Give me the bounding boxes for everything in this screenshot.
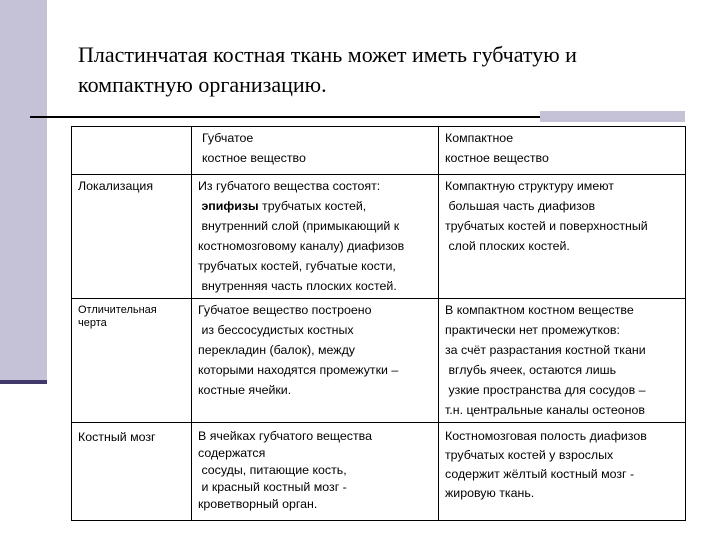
row-label-line: черта <box>78 317 107 329</box>
table-row-localization <box>72 175 686 299</box>
row-label-localization: Локализация <box>72 175 192 299</box>
left-decor-bar-accent <box>0 380 47 384</box>
cell-line: костные ячейки. <box>198 383 292 397</box>
slide-title: Пластинчатая костная ткань может иметь губчатую и компактную организацию. <box>78 42 577 97</box>
cell-line-text: слой плоских костей. <box>448 239 570 253</box>
header-spongy-line: костное вещество <box>202 151 306 165</box>
cell-line: за счёт разрастания костной ткани <box>445 343 646 357</box>
cell-line: содержатся <box>198 446 266 460</box>
cell-line <box>445 236 679 256</box>
row-label-feature <box>72 299 192 423</box>
cell-line <box>198 276 432 296</box>
cell-line-text: вглубь ячеек, остаются лишь <box>448 363 617 377</box>
table-row-feature <box>72 299 686 423</box>
cell-line: содержит жёлтый костный мозг - <box>445 467 635 481</box>
cell-line: Костномозговая полость диафизов <box>445 429 647 443</box>
cell-line-text: и красный костный мозг - <box>201 480 347 494</box>
cell-line-text: узкие пространства для сосудов – <box>448 383 646 397</box>
cell-line: практически нет промежутков: <box>445 323 620 337</box>
header-compact-line: костное вещество <box>445 151 549 165</box>
cell-line-text: из бессосудистых костных <box>201 323 354 337</box>
cell-line: жировую ткань. <box>445 486 535 500</box>
cell-line <box>445 380 679 400</box>
cell-compact-localization <box>439 175 686 299</box>
cell-line: трубчатых костей у взрослых <box>445 448 614 462</box>
cell-spongy-localization <box>192 175 439 299</box>
cell-spongy-marrow <box>192 423 439 521</box>
cell-line <box>198 320 432 340</box>
cell-line: Из губчатого вещества состоят: <box>198 179 381 193</box>
cell-line-text: большая часть диафизов <box>448 199 596 213</box>
cell-line: В ячейках губчатого вещества <box>198 429 373 443</box>
cell-line: Компактную структуру имеют <box>445 179 614 193</box>
left-decor-bar <box>0 0 47 384</box>
cell-line: которыми находятся промежутки – <box>198 363 399 377</box>
cell-line <box>198 196 432 216</box>
header-empty-cell <box>72 127 192 175</box>
cell-spongy-feature <box>192 299 439 423</box>
cell-line-text: внутренний слой (примыкающий к <box>201 219 400 233</box>
cell-line-text: внутренняя часть плоских костей. <box>201 279 397 293</box>
cell-line: т.н. центральные каналы остеонов <box>445 403 646 417</box>
header-compact-line: Компактное <box>445 131 514 145</box>
bold-term: эпифизы <box>201 199 259 213</box>
cell-line <box>198 216 432 236</box>
cell-line <box>445 196 679 216</box>
header-spongy-line: Губчатое <box>202 131 254 145</box>
comparison-table <box>71 126 685 521</box>
table-header-row <box>72 127 686 175</box>
cell-line: В компактном костном веществе <box>445 303 634 317</box>
cell-line-text: сосуды, питающие кость, <box>201 463 347 477</box>
title-underline <box>30 116 540 118</box>
cell-line <box>198 479 432 496</box>
header-compact <box>439 127 686 175</box>
row-label-line: Отличительная <box>78 304 157 316</box>
cell-line: трубчатых костей, губчатые кости, <box>198 259 396 273</box>
cell-line: Губчатое вещество построено <box>198 303 372 317</box>
cell-line: костномозговому каналу) диафизов <box>198 239 405 253</box>
table-row-marrow <box>72 423 686 521</box>
header-spongy <box>192 127 439 175</box>
cell-line-rest: трубчатых костей, <box>258 199 367 213</box>
cell-line <box>445 360 679 380</box>
title-underline-accent <box>540 111 685 122</box>
cell-line: трубчатых костей и поверхностный <box>445 219 648 233</box>
cell-compact-marrow <box>439 423 686 521</box>
cell-compact-feature <box>439 299 686 423</box>
row-label-marrow: Костный мозг <box>72 423 192 521</box>
cell-line: перекладин (балок), между <box>198 343 356 357</box>
cell-line <box>198 462 432 479</box>
cell-line: кроветворный орган. <box>198 497 318 511</box>
